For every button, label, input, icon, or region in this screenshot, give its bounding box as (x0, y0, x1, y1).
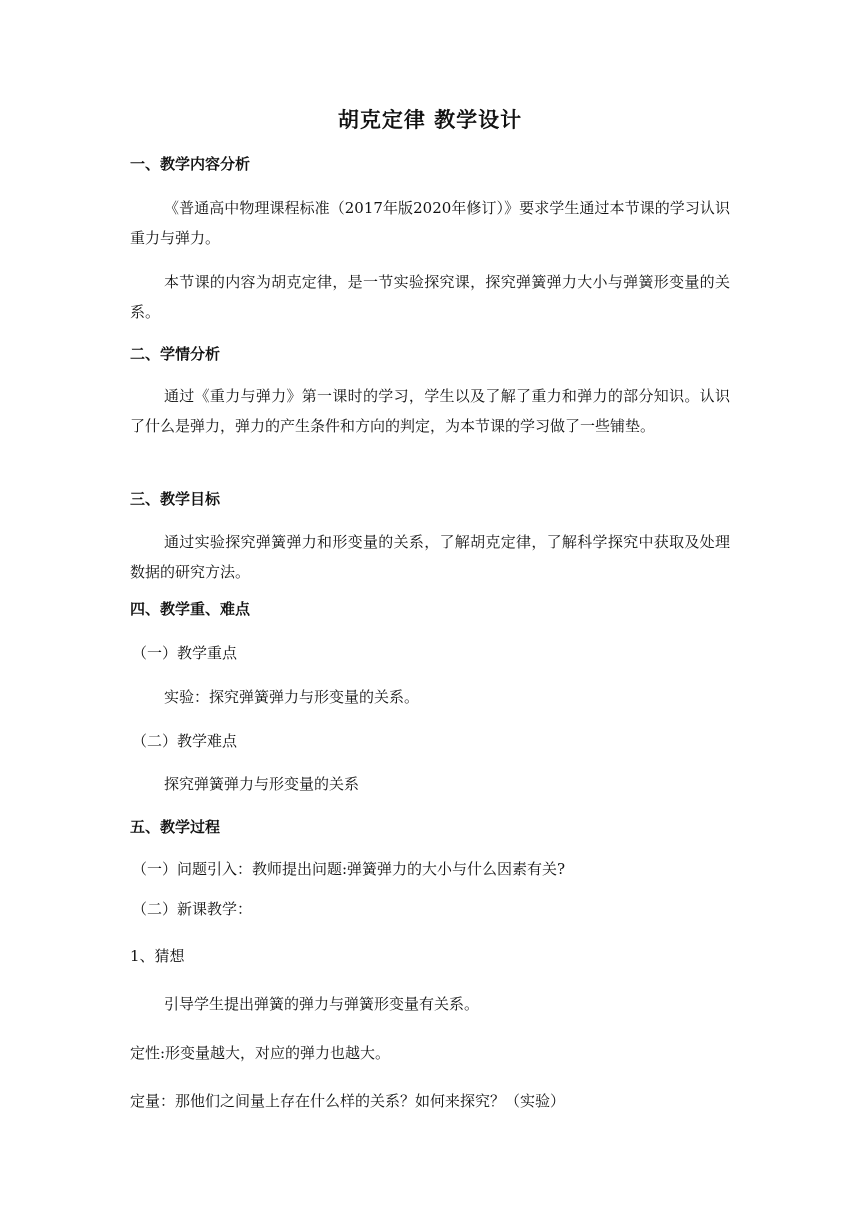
text-key-point: 实验：探究弹簧弹力与形变量的关系。 (164, 688, 420, 706)
section-heading-student-analysis: 二、学情分析 (130, 345, 221, 363)
text-quantitative: 定量：那他们之间量上存在什么样的关系？如何来探究？（实验） (130, 1092, 566, 1110)
section-heading-teaching-process: 五、教学过程 (130, 818, 221, 836)
list-item-guess: 1、猜想 (130, 947, 185, 965)
subheading-problem-introduction: （一）问题引入：教师提出问题:弹簧弹力的大小与什么因素有关? (132, 860, 566, 878)
section-heading-key-points: 四、教学重、难点 (130, 600, 251, 618)
paragraph-student-analysis: 通过《重力与弹力》第一课时的学习，学生以及了解了重力和弹力的部分知识。认识了什么是弹力，弹力的产生条件和方向的判定，为本节课的学习做了一些铺垫。 (130, 387, 730, 435)
document-title: 胡克定律 教学设计 (337, 108, 523, 132)
text-difficult-point: 探究弹簧弹力与形变量的关系 (164, 775, 360, 793)
section-heading-content-analysis: 一、教学内容分析 (130, 155, 251, 173)
section-heading-teaching-goals: 三、教学目标 (130, 490, 221, 508)
paragraph-lesson-content: 本节课的内容为胡克定律，是一节实验探究课，探究弹簧弹力大小与弹簧形变量的关系。 (130, 273, 730, 321)
subheading-key-point: （一）教学重点 (132, 644, 238, 662)
subheading-difficult-point: （二）教学难点 (132, 732, 238, 750)
text-guess: 引导学生提出弹簧的弹力与弹簧形变量有关系。 (164, 995, 480, 1013)
text-qualitative: 定性:形变量越大，对应的弹力也越大。 (130, 1044, 391, 1062)
paragraph-curriculum-standard: 《普通高中物理课程标准（2017年版2020年修订）》要求学生通过本节课的学习认识重力与弹力。 (130, 199, 730, 247)
subheading-new-lesson: （二）新课教学： (132, 900, 253, 918)
paragraph-teaching-goals: 通过实验探究弹簧弹力和形变量的关系，了解胡克定律，了解科学探究中获取及处理数据的研究方法。 (130, 533, 730, 581)
